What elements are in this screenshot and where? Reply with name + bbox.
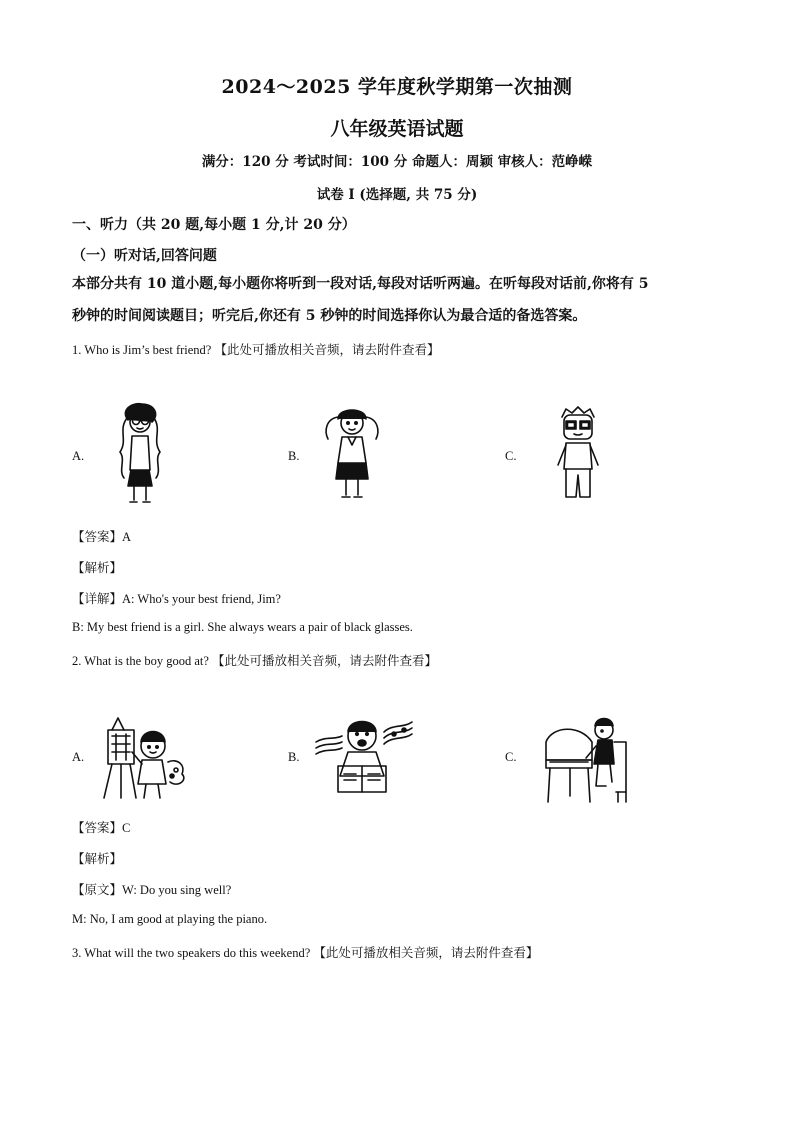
boy-with-glasses-image [548,405,608,505]
paper-label: 试卷 I (选择题, 共 75 分) [316,187,478,203]
section-part: （一）听对话,回答问题 [72,248,217,264]
q2-analysis: 【解析】 [72,852,123,866]
question-3-text: 3. What will the two speakers do this weekend? 【此处可播放相关音频，请去附件查看】 [72,946,539,960]
q2-detail-line-1: 【原文】W: Do you sing well? [72,883,232,897]
girl-with-glasses-image [110,400,170,510]
exam-meta: 满分：120 分 考试时间：100 分 命题人：周颖 审核人：范峥嵘 [201,154,593,170]
q2-option-a-label[interactable]: A. [72,750,85,764]
q2-answer: 【答案】C [72,821,131,835]
instructions-line-1: 本部分共有 10 道小题,每小题你将听到一段对话,每段对话听两遍。在听每段对话前,你将有 5 [72,276,649,292]
question-2-text: 2. What is the boy good at? 【此处可播放相关音频，请去附件查看】 [72,654,438,668]
q2-option-b-label[interactable]: B. [288,750,300,764]
q1-option-c-label[interactable]: C. [505,449,517,463]
q1-analysis: 【解析】 [72,561,123,575]
girl-painting-image [98,712,193,802]
boy-playing-piano-image [540,712,635,804]
q1-option-b-label[interactable]: B. [288,449,300,463]
exam-subtitle: 八年级英语试题 [330,118,464,140]
q1-detail-line-2: B: My best friend is a girl. She always wears a pair of black glasses. [72,620,413,634]
q1-option-a-label[interactable]: A. [72,449,85,463]
q2-option-c-label[interactable]: C. [505,750,517,764]
question-1-text: 1. Who is Jim’s best friend? 【此处可播放相关音频，请去附件查看】 [72,343,440,357]
instructions-line-2: 秒钟的时间阅读题目；听完后,你还有 5 秒钟的时间选择你认为最合适的备选答案。 [72,308,587,324]
q2-detail-line-2: M: No, I am good at playing the piano. [72,912,268,926]
boy-singing-image [312,712,417,802]
section-title: 一、听力（共 20 题,每小题 1 分,计 20 分） [72,217,356,233]
q1-detail-line-1: 【详解】A: Who's your best friend, Jim? [72,592,281,606]
girl-with-pigtails-image [322,405,382,505]
q1-answer: 【答案】A [72,530,132,544]
exam-title: 2024～2025 学年度秋学期第一次抽测 [221,76,573,98]
instructions [72,268,722,332]
